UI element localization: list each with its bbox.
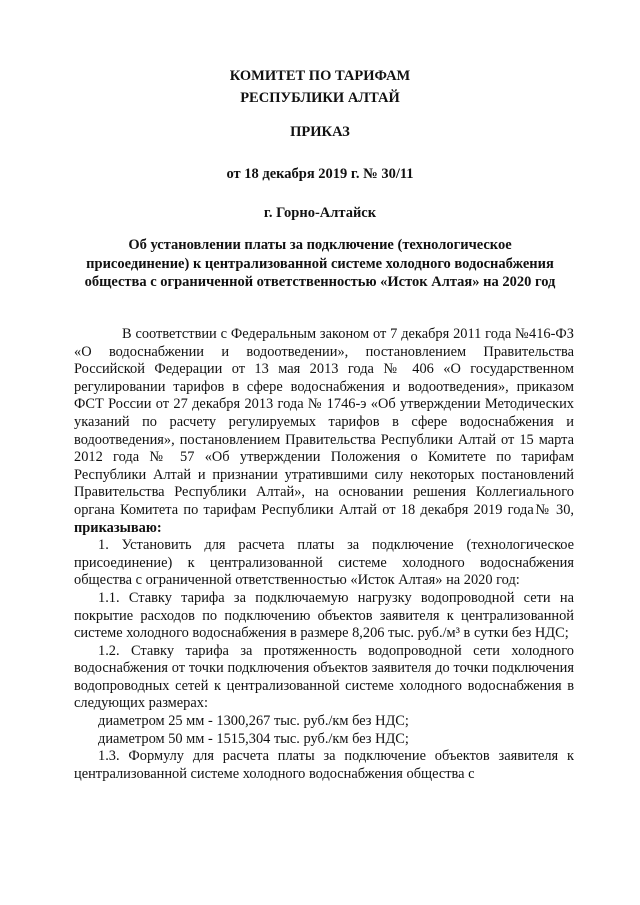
document-type: ПРИКАЗ [290, 124, 350, 140]
order-word: приказываю: [74, 519, 162, 536]
item-1-2: 1.2. Ставку тарифа за протяженность водопроводной сети холодного водоснабжения от точки подключения объектов заявителя до точки подключения водопроводных сетей к централизованной системе холодного водоснабжения в следующих размерах: [74, 642, 574, 712]
order-title [60, 236, 580, 292]
order-title-line2: присоединение) к централизованной системе холодного водоснабжения [86, 255, 554, 272]
item-1: 1. Установить для расчета платы за подключение (технологическое присоединение) к централизованной системе холодного водоснабжения общества с ограниченной ответственностью «Исток Алтая» на 2020 год: [74, 537, 574, 589]
committee-name-line2: РЕСПУБЛИКИ АЛТАЙ [240, 90, 400, 106]
city: г. Горно-Алтайск [263, 205, 377, 221]
item-1-3: 1.3. Формулу для расчета платы за подключение объектов заявителя к централизованной системе холодного водоснабжения общества с [74, 748, 574, 782]
order-title-line3: общества с ограниченной ответственностью «Исток Алтая» на 2020 год [84, 274, 556, 290]
order-body [74, 326, 574, 783]
order-title-line1: Об установлении платы за подключение (технологическое [128, 237, 512, 253]
item-1-1: 1.1. Ставку тарифа за подключаемую нагрузку водопроводной сети на покрытие расходов по подключению объектов заявителя к централизованной системе холодного водоснабжения в размере 8,206 тыс. руб./м³ в сутки без НДС; [74, 589, 574, 642]
order-date-number: от 18 декабря 2019 г. № 30/11 [226, 166, 414, 182]
committee-name-line1: КОМИТЕТ ПО ТАРИФАМ [229, 68, 411, 84]
diameter-25-rate: диаметром 25 мм - 1300,267 тыс. руб./км без НДС; [98, 713, 409, 730]
diameter-50-rate: диаметром 50 мм - 1515,304 тыс. руб./км без НДС; [98, 730, 409, 747]
preamble-text: В соответствии с Федеральным законом от 7 декабря 2011 года №416-ФЗ «О водоснабжении и водоотведении», постановлением Правительства Российской Федерации от 13 мая 2013 года № 406 «О государственном регулировании тарифов в сфере водоснабжения и водоотведения», приказом ФСТ России от 27 декабря 2013 года № 1746-э «Об утверждении Методических указаний по расчету регулируемых тарифов в сфере водоснабжения и водоотведения», постановлением Правительства Республики Алтай от 15 марта 2012 года № 57 «Об утверждении Положения о Комитете по тарифам Республики Алтай и признании утратившими силу некоторых постановлений Правительства Республики Алтай», на основании решения Коллегиального органа Комитета по тарифам Республики Алтай от 18 декабря 2019 года№ 30, [74, 326, 574, 518]
preamble-paragraph [74, 326, 574, 537]
